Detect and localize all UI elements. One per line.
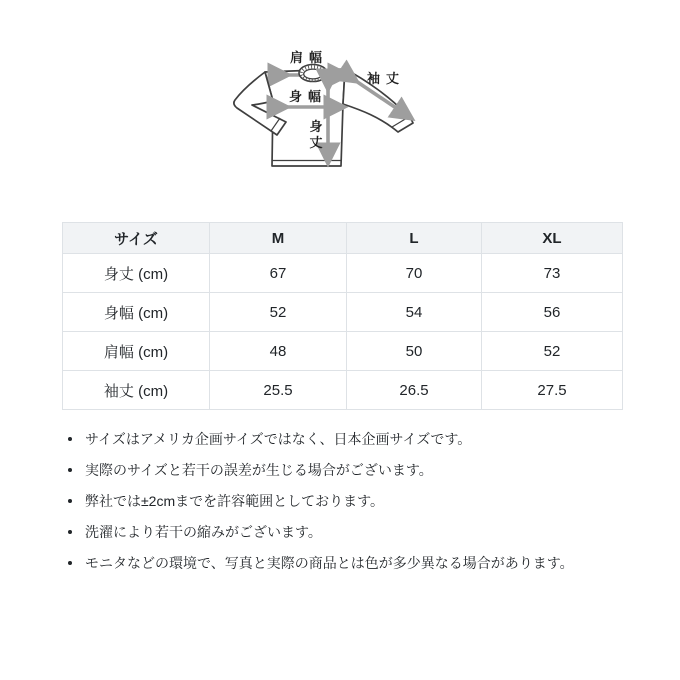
header-cell-m: M [210, 223, 347, 254]
cell-value: 52 [210, 293, 347, 332]
note-text: サイズはアメリカ企画サイズではなく、日本企画サイズです。 [85, 431, 472, 447]
sleeve-length-label: 袖丈 [367, 71, 406, 86]
note-item [64, 459, 624, 481]
bullet-icon [68, 530, 72, 534]
shirt-measurement-diagram [228, 44, 446, 182]
header-cell-size: サイズ [63, 223, 210, 254]
note-item [64, 428, 624, 450]
size-table-header-row [63, 223, 623, 254]
header-cell-xl: XL [482, 223, 623, 254]
body-length-label-char1: 身 [309, 119, 323, 134]
bullet-icon [68, 561, 72, 565]
header-cell-l: L [347, 223, 482, 254]
cell-value: 73 [482, 254, 623, 293]
note-item [64, 552, 624, 574]
table-row-body-length [63, 254, 623, 293]
note-text: 洗濯により若干の縮みがございます。 [85, 524, 322, 540]
note-text: 弊社では±2cmまでを許容範囲としております。 [85, 493, 385, 509]
cell-value: 56 [482, 293, 623, 332]
cell-value: 26.5 [347, 371, 482, 410]
cell-value: 50 [347, 332, 482, 371]
notes-list [64, 428, 624, 583]
bullet-icon [68, 468, 72, 472]
note-text: モニタなどの環境で、写真と実際の商品とは色が多少異なる場合があります。 [85, 555, 574, 571]
cell-value: 27.5 [482, 371, 623, 410]
shirt-collar [299, 65, 327, 82]
table-row-shoulder-width [63, 332, 623, 371]
table-row-sleeve-length [63, 371, 623, 410]
shoulder-width-label: 肩幅 [289, 50, 329, 65]
cell-value: 67 [210, 254, 347, 293]
note-item [64, 490, 624, 512]
cell-value: 54 [347, 293, 482, 332]
table-row-body-width [63, 293, 623, 332]
row-label: 袖丈 (cm) [63, 371, 210, 410]
bullet-icon [68, 437, 72, 441]
note-item [64, 521, 624, 543]
body-width-label: 身幅 [288, 89, 328, 104]
cell-value: 52 [482, 332, 623, 371]
note-text: 実際のサイズと若干の誤差が生じる場合がございます。 [85, 462, 433, 478]
row-label: 身幅 (cm) [63, 293, 210, 332]
row-label: 身丈 (cm) [63, 254, 210, 293]
shirt-graphic [228, 44, 446, 182]
size-table [62, 222, 623, 410]
cell-value: 70 [347, 254, 482, 293]
cell-value: 48 [210, 332, 347, 371]
row-label: 肩幅 (cm) [63, 332, 210, 371]
body-length-label-char2: 丈 [309, 135, 323, 150]
bullet-icon [68, 499, 72, 503]
cell-value: 25.5 [210, 371, 347, 410]
